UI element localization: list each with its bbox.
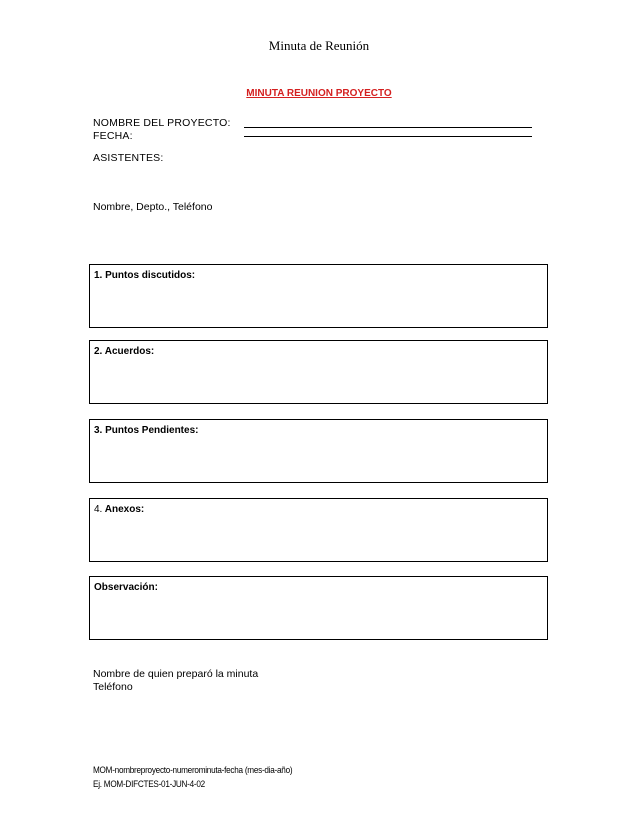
- section-annexes[interactable]: [89, 498, 548, 562]
- prepared-by-phone-label: Teléfono: [93, 681, 133, 693]
- section-title-text: Acuerdos:: [104, 346, 155, 357]
- project-name-label: NOMBRE DEL PROYECTO:: [93, 117, 231, 129]
- section-number: 2.: [94, 346, 103, 357]
- date-label: FECHA:: [93, 130, 133, 142]
- section-pending-points-title: [94, 425, 198, 436]
- section-pending-points[interactable]: [89, 419, 548, 483]
- section-title-text: Puntos discutidos:: [105, 270, 196, 281]
- section-discussed-points[interactable]: [89, 264, 548, 328]
- section-number: 1.: [94, 270, 103, 281]
- section-observation-title: [94, 582, 158, 593]
- section-number: 4.: [94, 504, 103, 515]
- section-title-text: Observación:: [94, 582, 158, 593]
- section-agreements-title: [94, 346, 154, 357]
- date-field[interactable]: [244, 127, 532, 137]
- section-discussed-points-title: [94, 270, 195, 281]
- section-agreements[interactable]: [89, 340, 548, 404]
- section-annexes-title: [94, 504, 144, 515]
- section-number: 3.: [94, 425, 103, 436]
- attendees-hint: Nombre, Depto., Teléfono: [93, 201, 213, 213]
- attendees-label: ASISTENTES:: [93, 152, 164, 164]
- prepared-by-label: Nombre de quien preparó la minuta: [93, 668, 259, 680]
- section-observation[interactable]: [89, 576, 548, 640]
- footer-example-note: Ej. MOM-DIFCTES-01-JUN-4-02: [93, 779, 205, 790]
- document-title: MINUTA REUNION PROYECTO: [246, 88, 392, 99]
- section-title-text: Anexos:: [104, 504, 145, 515]
- section-title-text: Puntos Pendientes:: [105, 425, 199, 436]
- footer-format-note: MOM-nombreproyecto-numerominuta-fecha (mes-dia-año): [93, 765, 293, 776]
- page-header-title: Minuta de Reunión: [268, 38, 370, 53]
